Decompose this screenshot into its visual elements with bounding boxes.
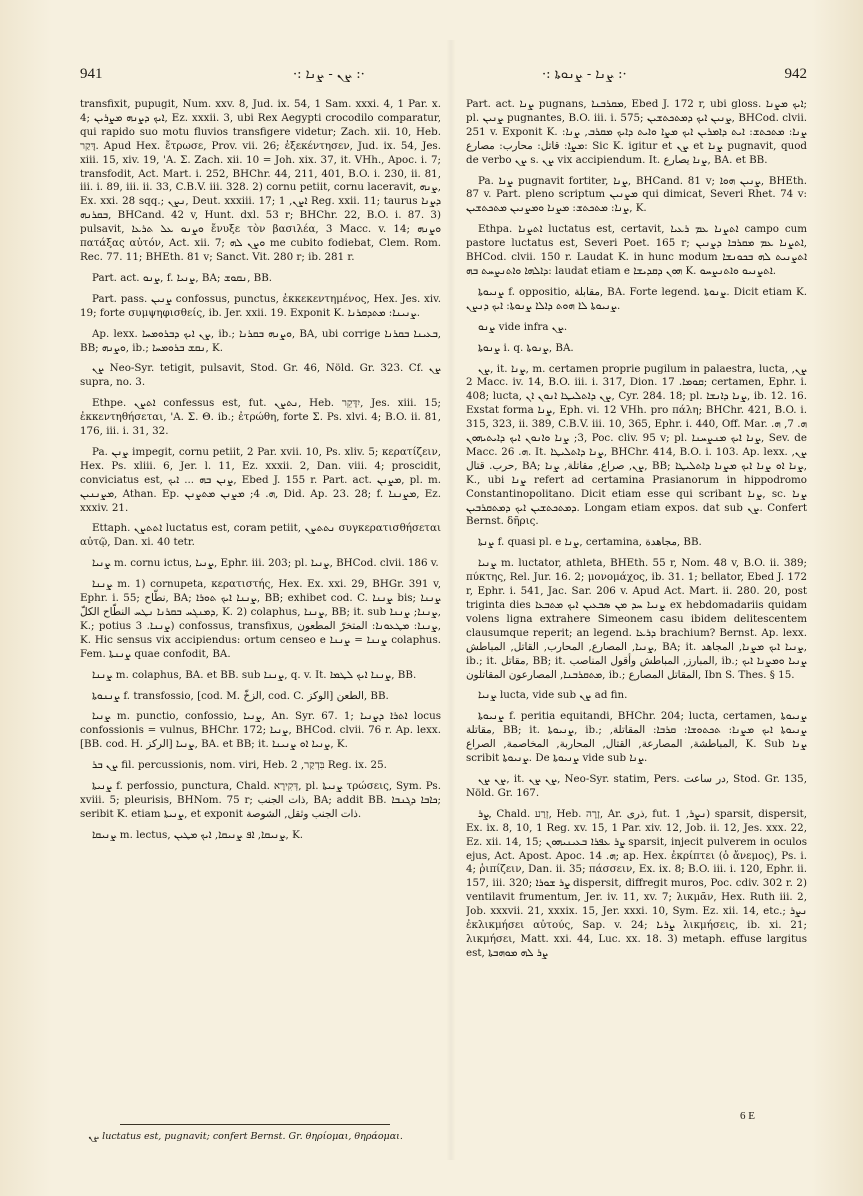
entry-paragraph: ܨܢܝܘܬܐ f. oppositio, مقابلة, BA. Forte legend. ܨܢܘܬܐ. Dicit etiam K. ܨܢܝܘܬܐ ܠܐ ܗܘܬ ܕܐܠܐ ܨܢܘܬܐ: ܐܝܟ ܕܢܨܢ.: [466, 285, 807, 312]
entry-paragraph: Part. pass. ܨܢܝܢ confossus, punctus, ἐκκεκεντημένος, Hex. Jes. xiv. 19; forte συμψηφισθείς, ib. Jer. xxii. 19. Exponit K. ܨܢܝܢܐ: ܡܬܕܩܪܢܐ.: [80, 292, 441, 319]
entry-paragraph: Ethpe. ܐܬܨܢ confessus est, fut. ܢܬܨܢ, Heb. יִדָּקֵר, Jes. xiii. 15; ἐκκεντηθήσεται, 'A. Σ. Θ. ib.; ἐτρώθη, forte Σ. Ps. xlvi. 4; B.O. ii. 81, 176, iii. i. 31, 32.: [80, 397, 441, 438]
entry-paragraph: ܨܢܢܘܬܐ f. transfossio, [cod. M. الزخّ, cod. C. الوكز] الطعن, BB.: [92, 689, 389, 702]
entry-paragraph: ܨܪ, Chald. זְרַע, Heb. זָרָה, Ar. ذرى, fut. ܢܨܪ, 1) sparsit, dispersit, Ex. ix. 8, 10, 1 Reg. xv. 15, 1 Par. xiv. 12, Job. ii. 12, Jes. xxx. 22, Ez. xii. 14, 15; ܨܪ ܥܦܪܐ ܒܥܝܢܝܗܘܢ sparsit, injecit pulverem in oculos ejus, Act. Apost. Apoc. ܗ. 14; ap. Hex. ἐκρίπτει (ὁ ἄνεμος), Ps. i. 4; ῥιπίζειν, Dan. ii. 35; πάσσειν, Ex. ix. 8; B.O. iii. i. 120, Ephr. ii. 157, iii. 320; ܨܪ ܫܘܪܐ dispersit, diffregit muros, Poc. cdiv. 302 r. 2) ventilavit frumentum, Jer. iv. 11, xv. 7; λικμᾶν, Hex. Ruth iii. 2, Job. xxxvii. 21, xxxix. 15, Jer. xxxi. 10, Sym. Ez. xii. 14, etc.; ܢܨܪ ἐκλικμήσει αὐτούς, Sap. v. 24; ܨܪܝܐ λικμήσεις, ib. xi. 21; λικμήσει, Matt. xxi. 44, Luc. xx. 18. 3) metaph. effuse largitus est, ܨܪ ܠܗ ܡܘܗܒܬܐ: [466, 807, 807, 959]
entry-paragraph: Pa. ܨܢܐ pugnavit fortiter, ܨܢܐ, BHCand. 81 v; ܨܢܝܢ ܗܘܐ, BHEth. 87 v. Part. pleno scriptum ܡܨܢܝܢ qui dimicat, Severi Rhet. 74 v: ܨܢܐ: ܡܬܟܬܫ: ܡܨܢܐ ܘܡܨܢܝܢ ܡܬܟܬܫܝܢ, K.: [466, 174, 807, 215]
entry-paragraph: ܨܢܝܐ m. luctator, athleta, BHEth. 55 r, Nom. 48 v, B.O. ii. 389; πύκτης, Rel. Jur. 16. 2; μονομάχος, ib. 31. 1; bellator, Ebed J. 172 r, Ephr. i. 541, Jac. Sar. 206 v. Apud Act. Mart. ii. 280. 20, post triginta dies ܨܢܝܐ ܚܕ ܡܢ ܣܒܥܝܢ ܐܝܟ ܡܬܒܥܐ ex hebdomadariis quidam volens ligna extrahere Simeonem casu ibidem delitescentem clausumque reperit; an legend. ܕܪܥܐ brachium? Bernst. Ap. lexx. ܨܢܝܐ, المصارع, المحارب, القاتل, المباطش, BA; it. ܨܢܝܐ ܐܝܟ ܡܨܢܐ, المجاهد, ib.; it. مقاتل, BB; it. المبارز, المباطش وأقول المناصب, ib.; ܨܢܝܐ ܘܡܨܢܐ ܐܝܟ ܡܬܩܪܒܢܐ, المصارعون المقاتلون, ib.; المقاتل المصارع, Ibn S. Thes. § 15.: [466, 557, 807, 681]
entry-paragraph: Ethpa. ܐܬܨܢܐ luctatus est, certavit, ܐܬܨܢܐ ܥܡ ܪܥܝܐ campo cum pastore luctatus est, Severi Poet. 165 r; ܐܬܨܢܐ ܥܡ ܡܩܪܒܐ ܕܨܢܝܢ, BHCod. clvii. 150 r. Laudat K. in hunc modum ܐܬܨܢܝܬ ܠܗ ܒܟܘܢܫܐ ܕܐܠܗܐ ܘܐܬܢܨܚܬ ܒܗ: laudat etiam e ܗܘܢ ܕܩܕܝܫܐ K. ܐܬܨܢܝܘ ܘܐܬܢܨܚܘ.: [466, 223, 807, 277]
entry-paragraph: ܨܢܘܬܐ i. q. ܨܢܘܬܐ, BA.: [478, 341, 574, 354]
right-column: [466, 98, 807, 1108]
entry-paragraph: transfixit, pupugit, Num. xxv. 8, Jud. ix. 54, 1 Sam. xxxi. 4, 1 Par. x. 4; ܐܝܟ ܕܨܢܗ ܡܨܪܝܢ, Ez. xxxii. 3, ubi Rex Aegypti crocodilo comparatur, qui rapido suo motu fluvios transfigere videtur; Zach. xii. 10, Heb. דָּקַר. Apud Hex. ἔτρωσε, Prov. vii. 26; ἐξεκέντησεν, Jud. ix. 54, Jes. xiii. 15, xiv. 19, 'A. Σ. Zach. xii. 10 = Joh. xix. 37, it. VHh., Apoc. i. 7; transfodit, Act. Mart. i. 252, BHChr. 44, 211, 401, B.O. i. 230, ii. 81, iii. i. 89, iii. ii. 33, C.B.V. iii. 328. 2) cornu petiit, cornu laceravit, ܨܢܗ, Ex. xxi. 28 sqq.; ܢܨܢ, Deut. xxxiii. 17; ܐܨܢ, 1 Reg. xxii. 11; taurus ܕܨܢܐ ܒܩܪܢܗ, BHCand. 42 v, Hunt. dxl. 53 r; BHChr. 22, B.O. i. 87. 3) pulsavit, ܘܨܢܘ ܥܠ ܬܪܥܐ ἔνυξε τὸν βασιλέα, 3 Macc. v. 14; ܘܨܢܗ πατάξας αὐτόν, Act. xii. 7; ܘܨܢ ܠܗ me cubito fodiebat, Clem. Rom. Rec. 77. 11; BHEth. 81 v; Sanct. Vit. 280 r; ib. 281 r.: [80, 98, 441, 263]
left-running-head: ·: ܨܢ - ܨܢܐ :·: [293, 67, 365, 82]
left-column: [80, 98, 441, 1104]
left-page-number: 941: [80, 66, 103, 82]
entry-paragraph: Part. act. ܨܢܐ pugnans, ܡܩܪܒܢܐ, Ebed J. 172 r, ubi gloss. ܐܝܟ ܡܨܢܐ; pl. ܨܢܝܢ pugnantes, B.O. iii. i. 575; ܨܢܝܢ ܐܝܟ ܕܡܬܟܬܫܝܢ, BHCod. clvii. 251 v. Exponit K. ܨܢܐ: ܡܬܟܬܫ: ܐܝܬ ܕܐܡܪܝܢ ܐܝܟ ܡܨܐ ܘܐܝܬ ܕܐܝܟ ܡܩܪܒ, ܨܢܐ: ܡܨܐ: قاتل: محارب: مصارع: Sic K. igitur et ܨܢ et ܨܢܐ pugnavit, quod de verbo ܨܢ s. ܨܢ vix accipiendum. It. ܨܢܐ يصارع, BA. et BB.: [466, 98, 807, 166]
entry-paragraph: ܨܢܘ vide infra ܨܢ.: [478, 320, 568, 333]
left-footnote: ܨܢ luctatus est, pugnavit; confert Bernst. Gr. θηρίομαι, θηράομαι.: [88, 1131, 403, 1142]
entry-paragraph: ܨܢܝܩܐ m. lectus, ܨܢܝܩܐ, ܐܦ ܨܢܝܩܐ, ܐܝܟ ܡܛܝܢ, K.: [92, 828, 304, 841]
entry-paragraph: ܨܢܝܐ m. punctio, confossio, ܨܢܝܐ, An. Syr. 67. 1; ܐܬܪܐ ܕܨܢܝܐ locus confossionis = vulnus, BHChr. 172; ܨܢܝܐ, BHCod. clvii. 76 r. Ap. lexx. [BB. cod. H. الركز] ܨܢܝܐ, BA. et BB; it. ܨܢܝܐ ܐܘ ܨܢܝܢܐ, K.: [80, 710, 441, 751]
entry-paragraph: Part. act. ܨܢܘ, f. ܨܢܝܐ, BA; ܢܩܘܫ, BB.: [92, 271, 273, 284]
right-running-head: ·: ܨܢܐ - ܨܢܘܬܐ :·: [542, 67, 627, 82]
entry-paragraph: Pa. ܨܢܢ impegit, cornu petiit, 2 Par. xvii. 10, Ps. xliv. 5; κερατίζειν, Hex. Ps. xliii. 6, Jer. l. 11, Ez. xxxii. 2, Dan. viii. 4; proscidit, conviciatus est, ܨܢܢ ܒܗ ... ܐܝܟ, Ebed J. 155 r. Part. act. ܡܨܢܢ, pl. m. ܡܨܢܢܝܢ, Athan. Ep. ܗ. 4; ܡܨܢܢ ܡܬܨܢܢ, Did. Ap. 23. 28; f. ܡܨܢܢܐ, Ez. xxxiv. 21.: [80, 445, 441, 514]
entry-paragraph: ܨܢ Neo-Syr. tetigit, pulsavit, Stod. Gr. 46, Nöld. Gr. 323. Cf. ܨܢ supra, no. 3.: [80, 362, 441, 389]
entry-paragraph: ܨܢܝܘܬܐ f. peritia equitandi, BHChr. 204; lucta, certamen, ܨܢܝܘܬܐ مقاتلة, BB; it. ܨܢܝܘܬܐ, ib.; ܨܢܝܘܬܐ ܐܝܟ ܡܨܢܐ: ܬܟܬܘܫܐ: ܩܪܒܐ: المقاتلة, المباطشة, المصارعة, القتال, المحاربة, المخاصمة, الصراع, K. Sub ܨܢܐ scribit ܨܢܝܘܬܐ. De ܨܢܝܘܬܐ vide sub ܨܢܐ.: [466, 710, 807, 765]
right-page-number: 942: [784, 66, 807, 82]
entry-paragraph: ܨܢ ܒܪ fil. percussionis, nom. viri, Heb. בִּדְקַר, 2 Reg. ix. 25.: [92, 759, 387, 772]
entry-paragraph: ܨܢ ܨܢ, it. ܨܢ ܨܢ, Neo-Syr. statim, Pers. در ساعت, Stod. Gr. 135, Nöld. Gr. 167.: [466, 772, 807, 799]
entry-paragraph: ܨܢ, it. ܨܢܐ, m. certamen proprie pugilum in palaestra, lucta, ܨܢ, 2 Macc. iv. 14, B.O. iii. i. 317, Dion. ܩܘܡܐ. 17; certamen, Ephr. i. 408; lucta, ܨܢ ܕܐܬܠܝܛܐ ܐܢܘܢ ܐܢ, Cyr. 284. 18; pl. ܨܢܐ ܕܐܢܫܐ, ib. 12. 16. Exstat forma ܨܢܐ, Eph. vi. 12 VHh. pro πάλη; BHChr. 421, B.O. i. 315, 323, ii. 389, C.B.V. iii. 10, 365, Ephr. i. 440, Off. Mar. ܗ. 7, ܗ. 3; ܨܢܐ ܘܐܢܘܢ ܐܝܟ ܕܐܝܬܝܗܘܢ, Poc. cliv. 95 v; pl. ܨܢܐ ܐܝܟ ܡܢܨܚܢܐ, Sev. de Macc. ܗ. 26. It. ܨܢܐ ܕܐܬܠܝܛܐ, BHChr. 414, B.O. i. 103. Ap. lexx. ܨܢ, حرب. قتال, BA; ܨܢ, صراع, مقاتلة, ܨܢܐ, BB; ܨܢܐ ܐܘ ܨܢܐ ܐܝܟ ܡܨܢܐ ܕܐܬܠܝܛܐ, K., ubi ܨܢܐ refert ad certamina Prasianorum in hippodromo Constantinopolitano. Dicit etiam esse qui scribant ܨܢܐ, sc. ܨܢܐ ܕܡܬܟܬܫܝܢ ܐܝܟ ܕܡܬܩܪܒܝܢ. Longam etiam expos. dat sub ܨܢ. Confert Bernst. δῆρις.: [466, 362, 807, 528]
entry-paragraph: ܨܢܢܐ m. colaphus, BA. et BB. sub ܨܢܢܐ, q. v. It. ܨܢܢܐ ܐܝܟ ܠܛܡܐ, BB.: [92, 668, 417, 681]
entry-paragraph: Ap. lexx. ܨܢ ܐܝܟ ܕܒܪܘܡܚܐ, ib.; ܘܨܢܗ ܒܩܪܢܐ, BA, ubi corrige ܒܥܝܢܐ ܒܩܪܢܐ, BB; ܘܨܢܗ, ib.; ܢܩܫ ܒܪܘܡܚܐ, K.: [80, 327, 441, 354]
footnote-rule: [120, 1124, 390, 1125]
signature-mark: 6 E: [740, 1110, 755, 1122]
entry-paragraph: ܨܢܝܬܐ f. perfossio, punctura, Chald. דְּקִירָא, pl. ܨܢܝܬܐ τρώσεις, Sym. Ps. xviii. 5; pleurisis, BHNom. 75 r; ذات الجنب, BA; addit BB. ܟܐܒܐ ܕܓܢܒܐ; seribit K. etiam ܨܢܝܬܐ, et exponit ذات الجنب وثقل, الشوصة.: [80, 780, 441, 820]
running-header: [80, 66, 807, 88]
entry-paragraph: ܨܢܬܐ f. quasi pl. e ܨܢܐ, certamina, مجاهدة, BB.: [478, 536, 702, 549]
entry-paragraph: Ettaph. ܐܬܬܨܢ luctatus est, coram petiit, ܢܬܬܨܢ συγκερατισθήσεται αὐτῷ, Dan. xi. 40 tetr.: [80, 522, 441, 549]
entry-paragraph: ܨܢܝܐ lucta, vide sub ܨܢ ad fin.: [478, 689, 628, 702]
entry-paragraph: ܨܢܢܐ m. 1) cornupeta, κερατιστής, Hex. Ex. xxi. 29, BHGr. 391 v, Ephr. i. 55; نطّاح, BA; ܨܢܢܐ ܐܝܟ ܬܘܪܐ, BB; exhibet cod. C. ܨܢܢܐ bis; ܨܢܢܐ ܕܡܢܓܚ ܒܩܪܢܐ ܢܛܚ النطّاح الكلّ, K. 2) colaphus, ܨܢܢܐ, BB; it. sub ܨܢܢܐ; ܨܢܢܐ, K.; potius ܨܢܢܐ. 3) confossus, transfixus, ܨܢܢܐ: ܡܛܥܘܢܐ: المتخرّ المطعون, K. Hic sensus vix accipiendus: ortum censeo e ܨܢܢܐ = ܨܢܢܐ colaphus. Fem. ܨܢܢܬܐ quae confodit, BA.: [80, 578, 441, 660]
gutter-shadow: [446, 40, 456, 1160]
entry-paragraph: ܨܢܝܐ m. cornu ictus, ܨܢܝܐ, Ephr. iii. 203; pl. ܨܢܝܐ, BHCod. clvii. 186 v.: [92, 557, 439, 570]
